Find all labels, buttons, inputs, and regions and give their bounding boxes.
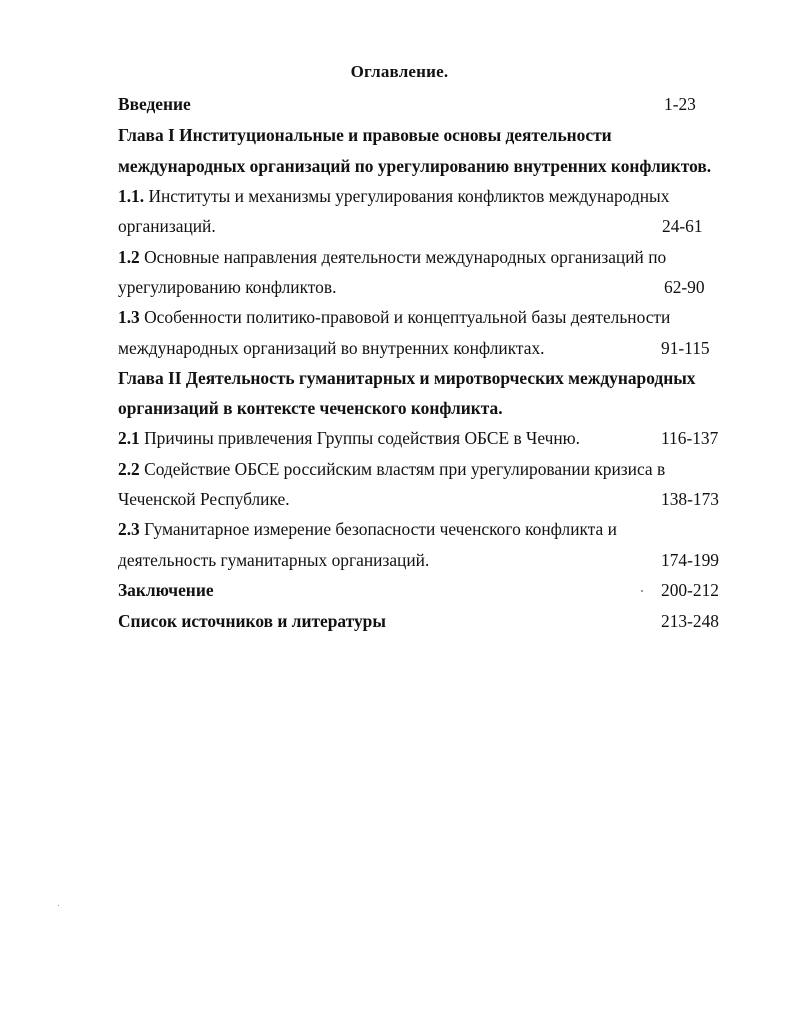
section-number: 2.3 — [118, 519, 140, 539]
toc-page-range: 62-90 — [664, 277, 705, 297]
toc-page-range: 116-137 — [661, 428, 719, 448]
toc-page-range: 24-61 — [662, 216, 703, 236]
toc-section-1-3-line-1 — [118, 307, 670, 327]
toc-page-range: 200-212 — [661, 580, 719, 600]
toc-chapter-2-line-1: Глава II Деятельность гуманитарных и миротворческих международных — [118, 368, 696, 388]
page-title: Оглавление. — [350, 62, 449, 81]
toc-section-1-2-line-1 — [118, 247, 666, 267]
toc-section-2-2-line-1 — [118, 459, 665, 479]
section-number: 2.2 — [118, 459, 140, 479]
toc-page-range: 91-115 — [661, 338, 710, 358]
section-title: Особенности политико-правовой и концептуальной базы деятельности — [139, 307, 671, 327]
scan-speck — [641, 590, 643, 592]
toc-entry-bibliography: Список источников и литературы — [118, 611, 386, 631]
toc-section-1-2-line-2: урегулированию конфликтов. — [118, 277, 337, 297]
section-title: Институты и механизмы урегулирования конфликтов международных — [144, 186, 670, 206]
section-title: Гуманитарное измерение безопасности чеченского конфликта и — [139, 519, 617, 539]
toc-section-1-3-line-2: международных организаций во внутренних конфликтах. — [118, 338, 545, 358]
toc-section-1-1-line-2: организаций. — [118, 216, 216, 236]
section-title: Содействие ОБСЕ российским властям при урегулировании кризиса в — [139, 459, 666, 479]
scan-speck — [58, 905, 59, 906]
toc-entry-conclusion: Заключение — [118, 580, 214, 600]
toc-chapter-1-line-2: международных организаций по урегулированию внутренних конфликтов. — [118, 156, 712, 176]
toc-section-2-3-line-2: деятельность гуманитарных организаций. — [118, 550, 430, 570]
section-number: 1.3 — [118, 307, 140, 327]
section-number: 2.1 — [118, 428, 140, 448]
toc-page-range: 1-23 — [664, 94, 696, 114]
toc-section-1-1-line-1 — [118, 186, 669, 206]
toc-chapter-2-line-2: организаций в контексте чеченского конфликта. — [118, 398, 503, 418]
toc-entry-introduction: Введение — [118, 94, 191, 114]
section-number: 1.1. — [118, 186, 145, 206]
section-title: Основные направления деятельности международных организаций по — [139, 247, 667, 267]
toc-chapter-1-line-1: Глава I Институциональные и правовые основы деятельности — [118, 125, 612, 145]
toc-section-2-2-line-2: Чеченской Республике. — [118, 489, 290, 509]
toc-section-2-3-line-1 — [118, 519, 617, 539]
section-title: Причины привлечения Группы содействия ОБСЕ в Чечню. — [139, 428, 580, 448]
toc-page-range: 213-248 — [661, 611, 719, 631]
toc-section-2-1-line-1 — [118, 428, 580, 448]
section-number: 1.2 — [118, 247, 140, 267]
toc-page-range: 138-173 — [661, 489, 719, 509]
toc-page-range: 174-199 — [661, 550, 719, 570]
